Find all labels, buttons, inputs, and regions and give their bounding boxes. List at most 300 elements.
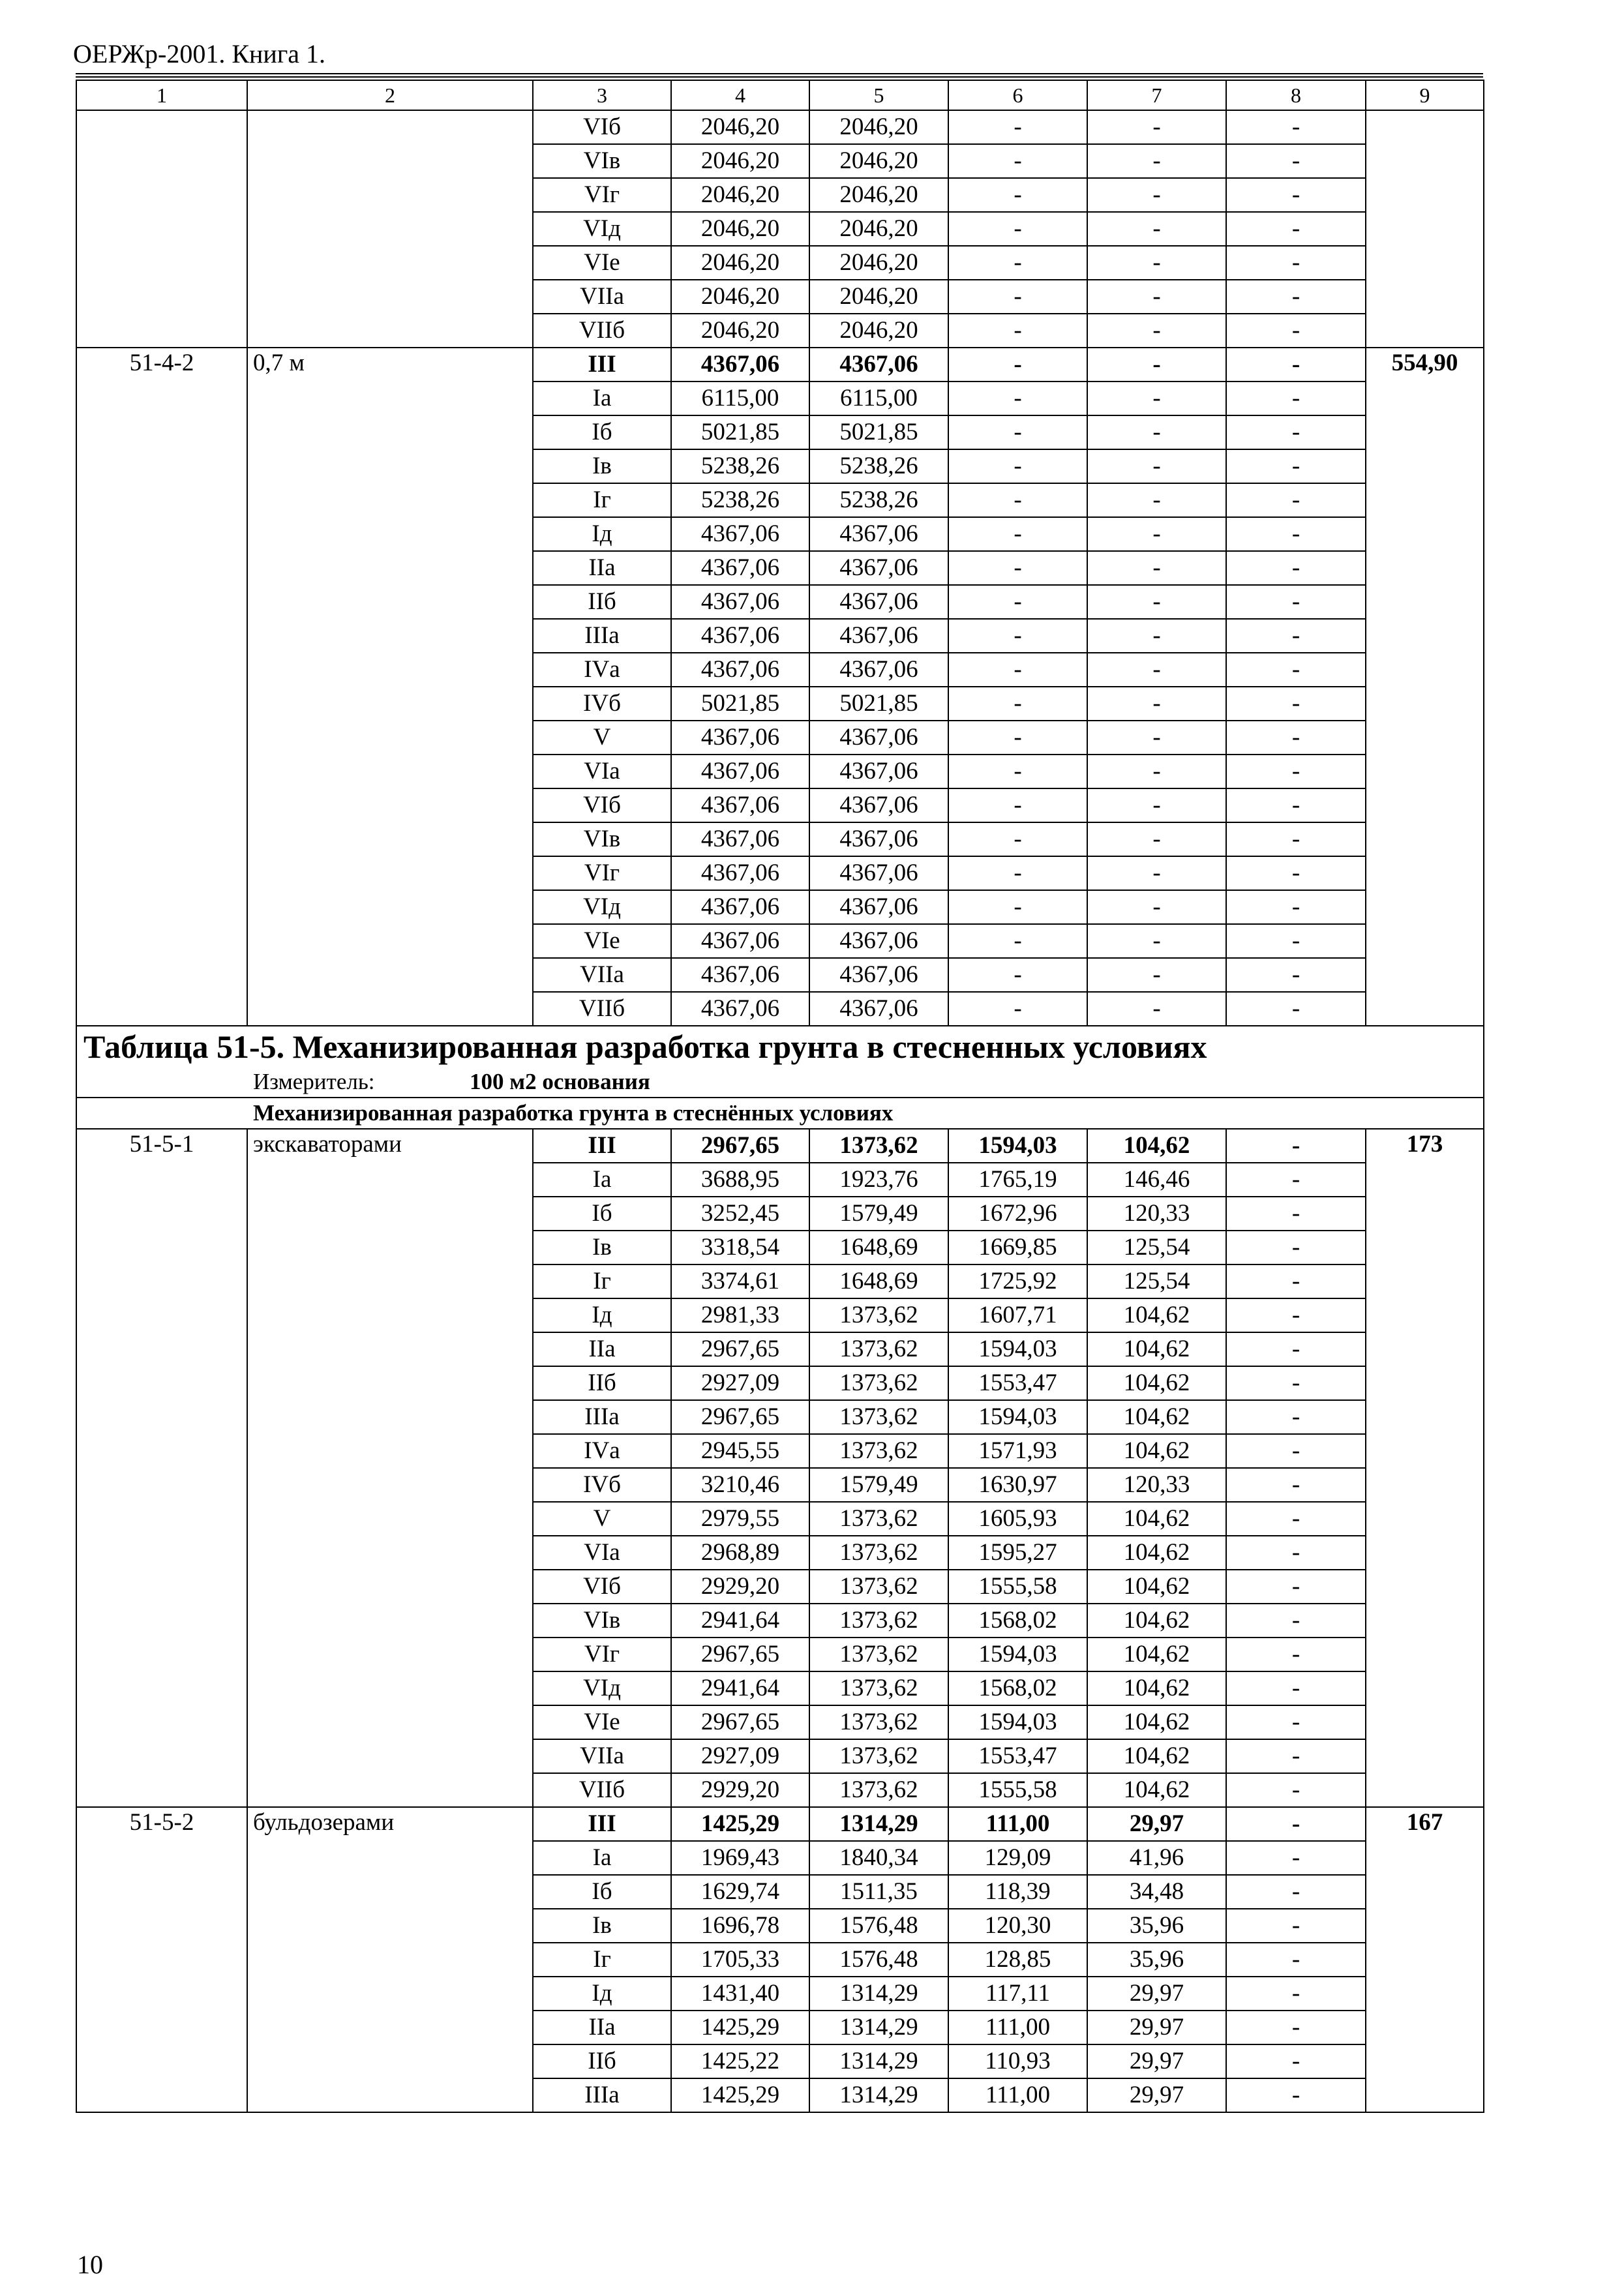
value-cell: 1314,29: [809, 2011, 948, 2044]
column-number: 7: [1087, 80, 1226, 110]
value-cell: 2981,33: [671, 1298, 809, 1332]
value-cell: 1373,62: [809, 1332, 948, 1366]
value-cell: 2046,20: [809, 178, 948, 212]
table-row: [76, 1773, 1484, 1807]
price-cell: [1366, 1604, 1484, 1638]
work-name-cell: [247, 1163, 533, 1197]
value-cell: 4367,06: [671, 517, 809, 551]
value-cell: -: [1226, 1264, 1366, 1298]
value-cell: -: [1226, 958, 1366, 992]
value-cell: 111,00: [948, 2078, 1087, 2112]
price-cell: [1366, 924, 1484, 958]
value-cell: 1373,62: [809, 1638, 948, 1671]
value-cell: -: [948, 890, 1087, 924]
zone-cell: Iд: [533, 1298, 671, 1332]
value-cell: 4367,06: [809, 788, 948, 822]
work-name-cell: [247, 280, 533, 314]
zone-cell: VIд: [533, 1671, 671, 1705]
table-row: [76, 2078, 1484, 2112]
work-name-cell: [247, 1909, 533, 1943]
value-cell: -: [1226, 1604, 1366, 1638]
value-cell: -: [1087, 619, 1226, 653]
value-cell: 2968,89: [671, 1536, 809, 1570]
value-cell: 5238,26: [671, 483, 809, 517]
value-cell: 4367,06: [671, 348, 809, 382]
zone-cell: III: [533, 1129, 671, 1163]
table-row: [76, 1570, 1484, 1604]
value-cell: 1373,62: [809, 1705, 948, 1739]
value-cell: 1571,93: [948, 1434, 1087, 1468]
value-cell: 1672,96: [948, 1197, 1087, 1231]
rate-code-cell: [76, 1197, 247, 1231]
header-rule: [76, 73, 1483, 74]
value-cell: 5238,26: [809, 449, 948, 483]
zone-cell: VIг: [533, 856, 671, 890]
rate-code-cell: [76, 619, 247, 653]
value-cell: 4367,06: [809, 924, 948, 958]
value-cell: -: [1087, 178, 1226, 212]
value-cell: -: [1087, 585, 1226, 619]
rate-code-cell: [76, 2011, 247, 2044]
rate-code-cell: [76, 653, 247, 687]
price-cell: [1366, 1298, 1484, 1332]
rate-code-cell: [76, 1909, 247, 1943]
work-name-cell: [247, 1570, 533, 1604]
value-cell: 1425,29: [671, 2011, 809, 2044]
value-cell: 104,62: [1087, 1129, 1226, 1163]
value-cell: 104,62: [1087, 1570, 1226, 1604]
column-number: 3: [533, 80, 671, 110]
table-row: [76, 1807, 1484, 1841]
zone-cell: IIб: [533, 2044, 671, 2078]
value-cell: 4367,06: [671, 924, 809, 958]
value-cell: -: [1226, 1739, 1366, 1773]
value-cell: -: [1087, 653, 1226, 687]
value-cell: -: [1226, 2011, 1366, 2044]
zone-cell: IIIа: [533, 1400, 671, 1434]
value-cell: -: [1226, 1502, 1366, 1536]
work-name-cell: [247, 1841, 533, 1875]
value-cell: 2046,20: [809, 212, 948, 246]
rate-code-cell: [76, 382, 247, 415]
rate-code-cell: [76, 2044, 247, 2078]
value-cell: 104,62: [1087, 1400, 1226, 1434]
value-cell: -: [948, 144, 1087, 178]
value-cell: -: [1226, 1400, 1366, 1434]
table-row: [76, 1298, 1484, 1332]
price-cell: [1366, 1977, 1484, 2011]
column-number-header-row: [76, 80, 1484, 110]
value-cell: -: [1226, 1909, 1366, 1943]
value-cell: -: [1087, 517, 1226, 551]
zone-cell: VIд: [533, 890, 671, 924]
value-cell: 4367,06: [671, 755, 809, 788]
value-cell: 3318,54: [671, 1231, 809, 1264]
value-cell: -: [1226, 415, 1366, 449]
work-name-cell: [247, 110, 533, 144]
zone-cell: IVб: [533, 687, 671, 721]
price-table: [76, 80, 1484, 2113]
price-cell: [1366, 585, 1484, 619]
work-name-cell: [247, 382, 533, 415]
value-cell: -: [948, 619, 1087, 653]
table-row: [76, 1502, 1484, 1536]
zone-cell: VIIа: [533, 958, 671, 992]
value-cell: 1373,62: [809, 1671, 948, 1705]
zone-cell: VIг: [533, 1638, 671, 1671]
rate-code-cell: [76, 1332, 247, 1366]
value-cell: -: [1226, 2078, 1366, 2112]
price-cell: [1366, 619, 1484, 653]
work-name-cell: [247, 992, 533, 1026]
value-cell: -: [1226, 822, 1366, 856]
value-cell: -: [1087, 856, 1226, 890]
value-cell: -: [948, 483, 1087, 517]
value-cell: 2046,20: [809, 314, 948, 348]
value-cell: 6115,00: [671, 382, 809, 415]
value-cell: -: [948, 382, 1087, 415]
rate-code-cell: [76, 551, 247, 585]
work-name-cell: [247, 890, 533, 924]
table-row: [76, 415, 1484, 449]
price-cell: [1366, 1231, 1484, 1264]
table-row: [76, 1332, 1484, 1366]
rate-code-cell: [76, 517, 247, 551]
value-cell: 2941,64: [671, 1604, 809, 1638]
table-row: [76, 382, 1484, 415]
work-name-cell: [247, 1502, 533, 1536]
price-cell: [1366, 1502, 1484, 1536]
value-cell: 29,97: [1087, 2011, 1226, 2044]
zone-cell: Iв: [533, 1231, 671, 1264]
value-cell: 111,00: [948, 2011, 1087, 2044]
value-cell: -: [1087, 144, 1226, 178]
price-cell: [1366, 788, 1484, 822]
rate-code-cell: [76, 585, 247, 619]
value-cell: -: [948, 822, 1087, 856]
column-number: 8: [1226, 80, 1366, 110]
value-cell: 1594,03: [948, 1129, 1087, 1163]
table-row: [76, 1129, 1484, 1163]
zone-cell: V: [533, 1502, 671, 1536]
table-row: [76, 1536, 1484, 1570]
value-cell: 125,54: [1087, 1231, 1226, 1264]
value-cell: 4367,06: [671, 890, 809, 924]
column-number: 6: [948, 80, 1087, 110]
value-cell: 4367,06: [809, 653, 948, 687]
work-name-cell: [247, 212, 533, 246]
value-cell: 104,62: [1087, 1705, 1226, 1739]
value-cell: 2927,09: [671, 1739, 809, 1773]
table-row: [76, 958, 1484, 992]
table-row: [76, 721, 1484, 755]
zone-cell: Iб: [533, 1875, 671, 1909]
value-cell: 104,62: [1087, 1434, 1226, 1468]
zone-cell: VIа: [533, 755, 671, 788]
value-cell: -: [1087, 280, 1226, 314]
value-cell: -: [1226, 212, 1366, 246]
rate-code-cell: [76, 788, 247, 822]
table-body: [76, 80, 1484, 1026]
value-cell: -: [1226, 721, 1366, 755]
table-row: [76, 788, 1484, 822]
table-row: [76, 1739, 1484, 1773]
zone-cell: Iа: [533, 382, 671, 415]
value-cell: 4367,06: [809, 619, 948, 653]
column-number: 5: [809, 80, 948, 110]
zone-cell: Iа: [533, 1841, 671, 1875]
zone-cell: VIа: [533, 1536, 671, 1570]
zone-cell: VIв: [533, 1604, 671, 1638]
value-cell: 104,62: [1087, 1502, 1226, 1536]
price-cell: [1366, 1909, 1484, 1943]
value-cell: 1373,62: [809, 1604, 948, 1638]
column-number: 2: [247, 80, 533, 110]
price-cell: [1366, 1468, 1484, 1502]
value-cell: 2046,20: [671, 110, 809, 144]
zone-cell: Iб: [533, 1197, 671, 1231]
zone-cell: VIд: [533, 212, 671, 246]
value-cell: -: [1226, 382, 1366, 415]
value-cell: 4367,06: [809, 551, 948, 585]
table-row: [76, 890, 1484, 924]
table-row: [76, 653, 1484, 687]
rate-code-cell: [76, 1434, 247, 1468]
value-cell: 3688,95: [671, 1163, 809, 1197]
value-cell: -: [1226, 1197, 1366, 1231]
zone-cell: VIв: [533, 144, 671, 178]
value-cell: -: [1226, 992, 1366, 1026]
value-cell: 1568,02: [948, 1671, 1087, 1705]
table-row: [76, 178, 1484, 212]
column-number: 4: [671, 80, 809, 110]
zone-cell: VIв: [533, 822, 671, 856]
value-cell: -: [1226, 1468, 1366, 1502]
value-cell: 1511,35: [809, 1875, 948, 1909]
table-row: [76, 1841, 1484, 1875]
value-cell: -: [948, 517, 1087, 551]
value-cell: -: [1087, 382, 1226, 415]
value-cell: -: [1226, 788, 1366, 822]
value-cell: 118,39: [948, 1875, 1087, 1909]
value-cell: 111,00: [948, 1807, 1087, 1841]
table-row: [76, 1909, 1484, 1943]
rate-code-cell: 51-4-2: [76, 348, 247, 382]
price-cell: [1366, 1434, 1484, 1468]
value-cell: 1629,74: [671, 1875, 809, 1909]
value-cell: 104,62: [1087, 1332, 1226, 1366]
value-cell: -: [948, 212, 1087, 246]
rate-code-cell: [76, 721, 247, 755]
value-cell: -: [1226, 1366, 1366, 1400]
value-cell: -: [948, 551, 1087, 585]
zone-cell: VIе: [533, 1705, 671, 1739]
work-name-cell: [247, 415, 533, 449]
value-cell: -: [1226, 1434, 1366, 1468]
work-name-cell: [247, 1468, 533, 1502]
value-cell: -: [948, 992, 1087, 1026]
table-row: [76, 483, 1484, 517]
rate-code-cell: [76, 822, 247, 856]
work-name-cell: [247, 551, 533, 585]
table-title-row: [76, 1026, 1484, 1067]
value-cell: 1579,49: [809, 1197, 948, 1231]
rate-code-cell: [76, 890, 247, 924]
work-name-cell: [247, 449, 533, 483]
value-cell: 2046,20: [671, 178, 809, 212]
price-cell: [1366, 1739, 1484, 1773]
rate-code-cell: [76, 1671, 247, 1705]
value-cell: -: [1226, 246, 1366, 280]
value-cell: -: [1226, 1163, 1366, 1197]
work-name-cell: [247, 144, 533, 178]
value-cell: 4367,06: [671, 856, 809, 890]
rate-code-cell: [76, 1163, 247, 1197]
value-cell: 104,62: [1087, 1604, 1226, 1638]
work-name-cell: [247, 619, 533, 653]
measure-value: 100 м2 основания: [470, 1069, 650, 1094]
price-cell: 554,90: [1366, 348, 1484, 382]
zone-cell: III: [533, 348, 671, 382]
price-cell: [1366, 144, 1484, 178]
value-cell: 5238,26: [809, 483, 948, 517]
price-cell: [1366, 449, 1484, 483]
value-cell: 5021,85: [671, 415, 809, 449]
value-cell: 1373,62: [809, 1536, 948, 1570]
price-cell: [1366, 653, 1484, 687]
value-cell: 2046,20: [671, 280, 809, 314]
value-cell: 120,30: [948, 1909, 1087, 1943]
table-row: [76, 1264, 1484, 1298]
value-cell: -: [948, 449, 1087, 483]
value-cell: 1314,29: [809, 2078, 948, 2112]
value-cell: -: [1087, 551, 1226, 585]
value-cell: 1373,62: [809, 1298, 948, 1332]
value-cell: -: [948, 110, 1087, 144]
table-row: [76, 1705, 1484, 1739]
value-cell: 4367,06: [809, 958, 948, 992]
value-cell: -: [948, 856, 1087, 890]
rate-code-cell: [76, 1604, 247, 1638]
value-cell: 34,48: [1087, 1875, 1226, 1909]
value-cell: -: [1226, 1705, 1366, 1739]
table-row: [76, 1468, 1484, 1502]
rate-code-cell: [76, 1231, 247, 1264]
table-row: [76, 1671, 1484, 1705]
zone-cell: VIе: [533, 246, 671, 280]
value-cell: 1765,19: [948, 1163, 1087, 1197]
work-name-cell: [247, 721, 533, 755]
value-cell: -: [948, 788, 1087, 822]
price-cell: [1366, 212, 1484, 246]
table-row: [76, 1231, 1484, 1264]
rate-code-cell: [76, 1502, 247, 1536]
work-name-cell: [247, 178, 533, 212]
value-cell: -: [1226, 687, 1366, 721]
value-cell: -: [1226, 1807, 1366, 1841]
value-cell: 29,97: [1087, 2078, 1226, 2112]
rate-code-cell: [76, 1773, 247, 1807]
value-cell: -: [1226, 1231, 1366, 1264]
table-row: [76, 517, 1484, 551]
zone-cell: VIб: [533, 110, 671, 144]
value-cell: 2967,65: [671, 1705, 809, 1739]
rate-code-cell: [76, 1366, 247, 1400]
work-name-cell: [247, 2011, 533, 2044]
value-cell: -: [1226, 483, 1366, 517]
table-row: [76, 1604, 1484, 1638]
table-row: [76, 924, 1484, 958]
work-name-cell: [247, 788, 533, 822]
value-cell: 1605,93: [948, 1502, 1087, 1536]
rate-code-cell: [76, 2078, 247, 2112]
value-cell: 1630,97: [948, 1468, 1087, 1502]
value-cell: -: [1226, 585, 1366, 619]
price-cell: [1366, 1638, 1484, 1671]
zone-cell: III: [533, 1807, 671, 1841]
table-row: [76, 449, 1484, 483]
price-cell: [1366, 178, 1484, 212]
value-cell: 4367,06: [671, 992, 809, 1026]
value-cell: 1431,40: [671, 1977, 809, 2011]
price-cell: [1366, 2044, 1484, 2078]
value-cell: 1840,34: [809, 1841, 948, 1875]
rate-code-cell: [76, 110, 247, 144]
value-cell: 1425,22: [671, 2044, 809, 2078]
rate-code-cell: [76, 1705, 247, 1739]
work-name-cell: [247, 958, 533, 992]
value-cell: 4367,06: [671, 721, 809, 755]
value-cell: -: [948, 415, 1087, 449]
rate-code-cell: [76, 314, 247, 348]
value-cell: -: [1226, 755, 1366, 788]
zone-cell: IIа: [533, 1332, 671, 1366]
work-name-cell: [247, 585, 533, 619]
rate-code-cell: 51-5-2: [76, 1807, 247, 1841]
value-cell: 1725,92: [948, 1264, 1087, 1298]
table-title: Таблица 51-5. Механизированная разработка грунта в стесненных условиях: [76, 1026, 1484, 1067]
price-cell: [1366, 1197, 1484, 1231]
value-cell: -: [1226, 1536, 1366, 1570]
work-name-cell: [247, 822, 533, 856]
value-cell: 2967,65: [671, 1400, 809, 1434]
value-cell: -: [1226, 856, 1366, 890]
value-cell: 117,11: [948, 1977, 1087, 2011]
work-name-cell: [247, 1434, 533, 1468]
rate-code-cell: [76, 856, 247, 890]
value-cell: 1594,03: [948, 1705, 1087, 1739]
value-cell: -: [948, 755, 1087, 788]
value-cell: 2046,20: [671, 212, 809, 246]
value-cell: -: [1226, 1671, 1366, 1705]
zone-cell: IVа: [533, 1434, 671, 1468]
value-cell: -: [1087, 314, 1226, 348]
zone-cell: Iд: [533, 517, 671, 551]
value-cell: 104,62: [1087, 1366, 1226, 1400]
value-cell: 104,62: [1087, 1671, 1226, 1705]
zone-cell: IVа: [533, 653, 671, 687]
price-cell: [1366, 992, 1484, 1026]
measure-row: [76, 1067, 1484, 1098]
zone-cell: Iг: [533, 1264, 671, 1298]
price-cell: [1366, 415, 1484, 449]
value-cell: -: [1226, 348, 1366, 382]
rate-code-cell: [76, 687, 247, 721]
value-cell: -: [1226, 110, 1366, 144]
value-cell: 104,62: [1087, 1773, 1226, 1807]
value-cell: -: [1226, 1943, 1366, 1977]
value-cell: -: [1087, 755, 1226, 788]
